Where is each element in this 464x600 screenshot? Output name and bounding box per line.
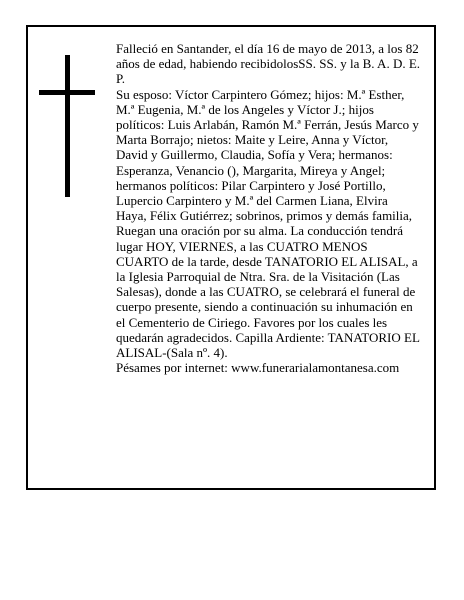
cross-beam (39, 90, 95, 95)
family-list: Su esposo: Víctor Carpintero Gómez; hijos: M.ª Esther, M.ª Eugenia, M.ª de los Angeles y Víctor J.; hijos políticos: Luis Arlabán, Ramón M.ª Ferrán, Jesús Marco y Marta Borrajo; nietos: Maite y Leire, Anna y Víctor, David y Guillermo, Claudia, Sofía y Vera; hermanos: Esperanza, Venancio (), Margarita, Mireya y Angel; hermanos políticos: Pilar Carpintero y José Portillo, Lupercio Carpintero y M.ª del Carmen Liana, Elvira Haya, Félix Gutiérrez; sobrinos, primos y demás familia, (116, 86, 419, 224)
funeral-details: Ruegan una oración por su alma. La conducción tendrá lugar HOY, VIERNES, a las CUATRO MENOS CUARTO de la tarde, desde TANATORIO EL ALISAL, a la Iglesia Parroquial de Ntra. Sra. de la Visitación (Las Salesas), donde a las CUATRO, se celebrará el funeral de cuerpo presente, siendo a continuación su inhumación en el Cementerio de Ciriego. Favores por los cuales les quedarán agradecidos. Capilla Ardiente: TANATORIO EL ALISAL-(Sala nº. 4). (116, 223, 420, 361)
death-announcement: Falleció en Santander, el día 16 de mayo de 2013, a los 82 años de edad, habiendo recibidolosSS. SS. y la B. A. D. E. P. (116, 41, 421, 87)
condolences-line: Pésames por internet: www.funerarialamontanesa.com (116, 360, 400, 376)
cross-icon (39, 55, 95, 197)
cross-upright (65, 55, 70, 197)
obituary-notice (26, 25, 436, 490)
obituary-text (116, 41, 421, 375)
